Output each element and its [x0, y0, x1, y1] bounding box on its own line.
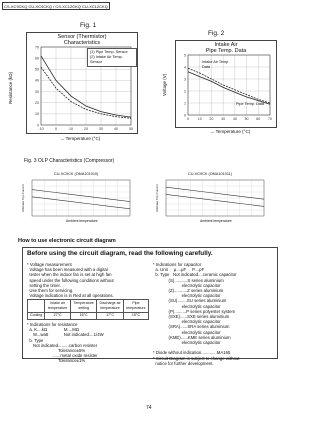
fig2-intake-label: Intake Air Temp. Data [202, 60, 230, 69]
conditions-cell: 27°C [45, 312, 71, 319]
fig1-xtick: -10 [38, 127, 44, 131]
conditions-header-cell: Intake air temperature [45, 300, 71, 312]
conditions-cell: 15°C [123, 312, 148, 319]
fig3-right-plot [160, 172, 268, 224]
capacitor-note-line: * Circuit Diagram is subject to change without [153, 355, 240, 361]
capacitor-note-line: electrolytic capacitor [153, 340, 221, 346]
fig2-xtick: 30 [221, 117, 226, 121]
fig2-xtick: 50 [244, 117, 249, 121]
fig2-chart [175, 40, 277, 128]
fig3-right-ylabel: Ultimate Trip Current [155, 184, 159, 212]
voltage-note-line: setting the timer. [27, 282, 61, 288]
resistance-note-line: .......metal oxide resister [27, 353, 98, 359]
capacitor-note-line: a. Unit μ....μF P....pF [153, 267, 205, 273]
section-title: How to use electronic circuit diagram [18, 238, 116, 244]
voltage-note-line: speed under the following conditions without [27, 277, 114, 283]
fig3-left-chart [26, 172, 134, 224]
conditions-header-cell: Temperature setting [71, 300, 97, 312]
fig2-ylabel: Voltage (V) [162, 73, 167, 96]
capacitor-note-line: electrolytic capacitor [153, 282, 221, 288]
notes-left-column [27, 262, 149, 364]
fig2-ytick: 0 [184, 113, 186, 118]
capacitor-note-line: notice for further development. [153, 360, 214, 366]
resistance-note-line: W...watt Not indicated....1/4W [27, 332, 104, 338]
fig2-title: Fig. 2 [208, 30, 225, 37]
fig1-ytick: 60 [35, 56, 39, 61]
fig2-xlabel: → Temperature (°C) [210, 129, 251, 134]
fig1-legend-item-1: (1) Pipe Temp. Sensor [90, 50, 128, 54]
fig2-ytick: 2 [184, 89, 186, 94]
capacitor-note-line: electrolytic capacitor [153, 329, 221, 335]
fig3-left-xlabel: Ambient temperature [66, 219, 98, 223]
fig3-caption: Fig. 3 OLP Characteristics (Compressor) [24, 158, 115, 164]
fig1-ytick: 20 [35, 101, 39, 106]
conditions-header-cell: Pipe temperature [123, 300, 148, 312]
capacitor-note-line: (SXE)......SXE series aluminium [153, 314, 230, 320]
capacitor-note-line: * Indications for capacitor [153, 262, 202, 267]
fig1-ytick: 70 [35, 45, 39, 50]
voltage-note-line: Use them for servicing. [27, 288, 74, 294]
fig2-xtick: 70 [268, 117, 272, 121]
notes-right-column [153, 262, 275, 366]
conditions-header-cell: Discharge air temperature [97, 300, 123, 312]
fig1-ytick: 30 [35, 89, 39, 94]
voltage-note-line: Voltage has been measured with a digital [27, 267, 108, 273]
fig2-plot [176, 41, 276, 127]
fig1-xtick: 0 [55, 127, 57, 131]
conditions-cell: Cooling [28, 312, 45, 319]
fig2-xtick: 40 [232, 117, 237, 121]
fig2-ytick: 3 [184, 77, 186, 82]
fig2-xtick: 0 [187, 117, 189, 121]
fig3-right-title: CU-XC9CK (OMA101011) [188, 172, 233, 176]
capacitor-note-line: (S)...........S series aluminium [153, 277, 224, 283]
capacitor-note-line: b. Type Not indicated....ceramic capacitor [153, 272, 237, 278]
resistance-note-line: b. Type [27, 337, 44, 343]
fig1-ytick: 10 [35, 112, 39, 117]
fig1-legend [87, 48, 137, 67]
fig1-xlabel: → Temperature (°C) [60, 136, 101, 141]
fig2-xtick: 60 [256, 117, 261, 121]
fig3-left-ylabel: Ultimate Trip Current [21, 184, 25, 212]
conditions-table [27, 299, 149, 320]
fig1-xtick: 40 [114, 127, 118, 131]
resistance-note-line: Tolerance±1% [27, 358, 86, 364]
capacitor-note-line: electrolytic capacitor [153, 319, 221, 325]
resistance-note-line: * Indications for resistance [27, 322, 78, 328]
resistance-note-line: Not indicated.........carbon resister [27, 342, 98, 348]
resistance-note-line: a. K....kΩ M....MΩ [27, 327, 80, 333]
capacitor-note-line: (Z)...........Z series aluminium [153, 288, 224, 294]
fig3-left-title: CU-XC9CK (OMA101010) [54, 172, 99, 176]
fig2-xtick: 20 [209, 117, 214, 121]
conditions-cell: 16°C [71, 312, 97, 319]
fig2-ytick: 4 [184, 65, 186, 70]
voltage-note-line: tester when the indoor fan is set at high fan [27, 272, 112, 278]
conditions-header-cell [28, 300, 45, 312]
fig1-ytick: 50 [35, 67, 39, 72]
page-header: CS-XC9CKQ CU-XC9CKQ / CS-XC12CKQ CU-XC12CKQ [4, 3, 108, 9]
capacitor-note-line: (SRA)......SRA series aluminium [153, 324, 230, 330]
capacitor-note-line: electrolytic capacitor [153, 303, 221, 309]
fig2-xtick: 10 [197, 117, 202, 121]
fig1-xtick: 30 [99, 127, 103, 131]
capacitor-note-line: * Diode without indication.............MA165 [153, 350, 231, 356]
capacitor-note-line: (KME)......KME series aluminium [153, 334, 231, 340]
fig1-legend-item-2: (2) Intake Air Temp. Sensor [90, 55, 123, 64]
fig2-series-2-line [188, 68, 270, 103]
fig1-ytick: 40 [35, 78, 39, 83]
fig2-chart-title: Intake Air Pipe Temp. Data [205, 42, 247, 54]
fig2-ytick: 5 [184, 53, 186, 58]
conditions-cell: 17°C [97, 312, 123, 319]
fig1-chart [26, 32, 138, 134]
fig3-right-xlabel: Ambient temperature [200, 219, 232, 223]
fig2-pipe-label: Pipe Temp. Data [236, 102, 264, 106]
fig1-ytick: 0 [37, 123, 39, 128]
voltage-note-line: * Voltage measurement [27, 262, 72, 267]
fig1-chart-title: Sensor (Thermistor) Characteristics [57, 34, 107, 46]
page-number: 74 [146, 405, 152, 411]
notes-heading: Before using the circuit diagram, read the following carefully. [27, 250, 213, 257]
resistance-note-line: Tolerance±5% [27, 348, 86, 354]
fig1-xtick: 50 [129, 127, 133, 131]
fig1-xtick: 20 [84, 127, 88, 131]
circuit-notes-box [22, 247, 278, 366]
capacitor-note-line: (SU)........SU series aluminium [153, 298, 227, 304]
fig3-right-chart [160, 172, 268, 224]
fig2-ytick: 1 [184, 101, 186, 106]
fig1-xtick: 10 [69, 127, 73, 131]
fig3-left-plot [26, 172, 134, 224]
fig1-title: Fig. 1 [80, 22, 97, 29]
capacitor-note-line: (P)..........P series polyester system [153, 308, 236, 314]
capacitor-note-line: electrolytic capacitor [153, 293, 221, 299]
voltage-note-line: Voltage indication is in Red at all operations. [27, 293, 114, 299]
fig1-ylabel: Resistance (kΩ) [8, 71, 13, 104]
